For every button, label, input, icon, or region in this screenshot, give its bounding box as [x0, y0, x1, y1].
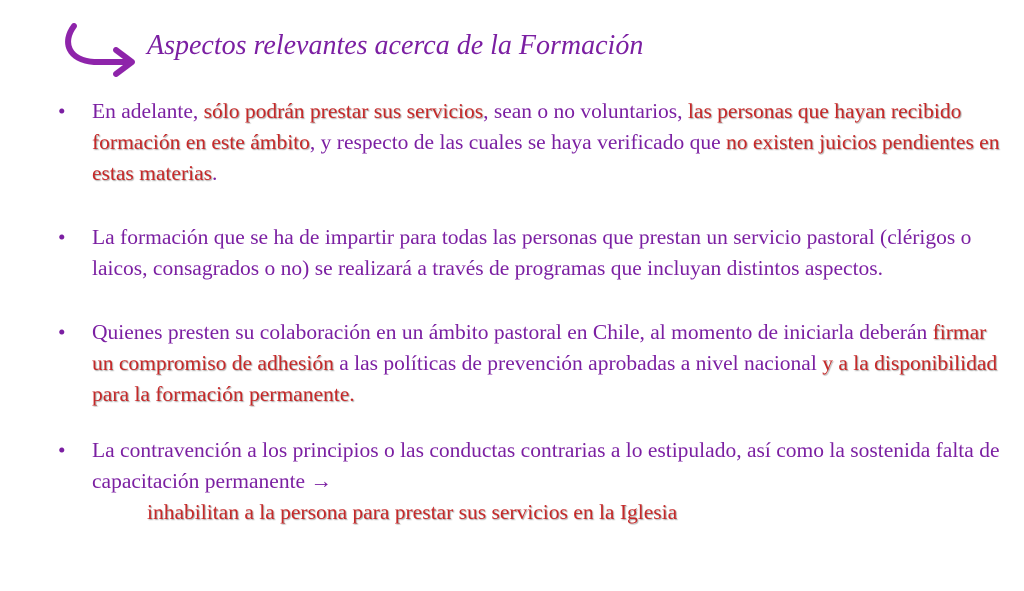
right-arrow-icon: → — [310, 469, 332, 493]
bullet-text: La formación que se ha de impartir para todas las personas que prestan un servicio pastoral (clérigos o laicos, consagrados o no) se realizará a través de programas que incluyan distintos aspectos. — [92, 225, 972, 280]
bullet-text: , y respecto de las cuales se haya verificado que — [309, 130, 727, 154]
bullet-icon: • — [58, 438, 66, 462]
highlight-text: las personas que hayan recibido formación en este ámbito — [92, 99, 962, 154]
bullet-icon: • — [58, 320, 66, 344]
bullet-text: a las políticas de prevención aprobadas a nivel nacional — [333, 351, 823, 375]
bullet-list — [56, 96, 1006, 528]
list-item — [56, 435, 1006, 528]
highlight-text: no existen juicios pendientes en estas materias — [92, 130, 1000, 185]
highlight-text: sólo podrán prestar sus servicios — [203, 99, 484, 123]
page-title: Aspectos relevantes acerca de la Formación — [147, 30, 644, 61]
bullet-text: Quienes presten su colaboración en un ámbito pastoral en Chile, al momento de iniciarla deberán — [92, 320, 933, 344]
list-item — [56, 317, 1006, 410]
highlight-text: y a la disponibilidad para la formación permanente. — [92, 351, 998, 406]
bullet-icon: • — [58, 99, 66, 123]
curved-arrow-icon — [60, 22, 140, 80]
bullet-icon: • — [58, 225, 66, 249]
bullet-text: La contravención a los principios o las conductas contrarias a lo estipulado, así como la sostenida falta de capacitación permanente — [92, 438, 1000, 493]
bullet-text: , sean o no voluntarios, — [483, 99, 688, 123]
list-item — [56, 222, 1006, 284]
bullet-text: . — [212, 161, 218, 185]
highlight-text: inhabilitan a la persona para prestar sus servicios en la Iglesia — [147, 500, 678, 524]
list-item — [56, 96, 1006, 189]
bullet-text: En adelante, — [92, 99, 204, 123]
highlight-text: firmar un compromiso de adhesión — [92, 320, 987, 375]
